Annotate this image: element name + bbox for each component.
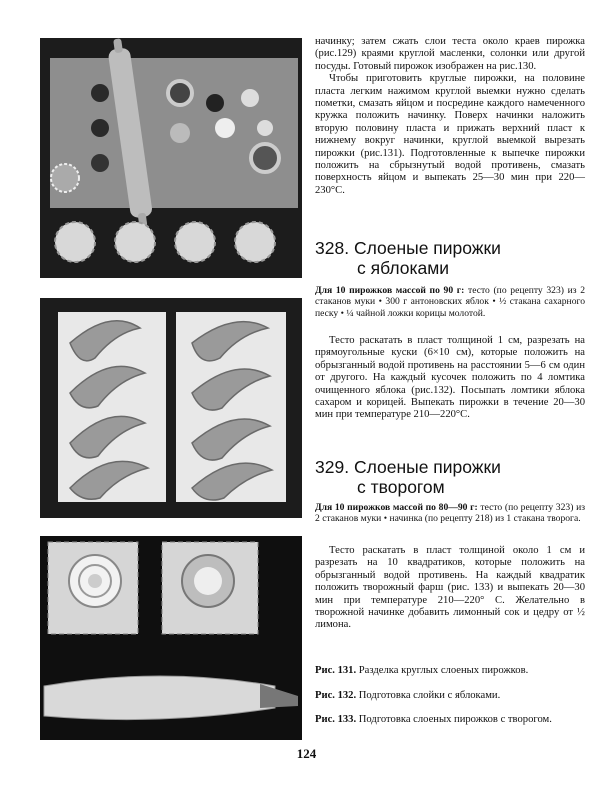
- recipe-329-yield: Для 10 пирожков массой по 80—90 г:: [315, 502, 478, 513]
- recipe-329-title-line2: с творогом: [357, 477, 445, 497]
- intro-text: [315, 36, 585, 197]
- recipe-329-ingredient-list: тесто (по рецепту 323) из 2 стаканов муки • начинка (по рецепту 218) из 1 стакана творога.: [315, 502, 586, 525]
- figure-caption: [315, 714, 585, 726]
- figure-caption: [315, 665, 585, 677]
- recipe-328-method: Тесто раскатать в пласт толщиной 1 см, разрезать на прямоугольные куски (6×10 см), которые положить на обрызганный водой противень на расстоянии 5—6 см один от другого. На каждый кусочек положить по 4 ломтика очищенного яблока (рис.132). Посыпать ломтики яблока сахаром и корицей. Выпекать пирожки в течение 20—30 мин при температуре 210—220°С.: [315, 335, 585, 421]
- recipe-328-method-block: [315, 335, 585, 422]
- paragraph-continuation: начинку; затем сжать слои теста около краев пирожка (рис.129) краями круглой масленки, солонки или другой посуды. Готовый пирожок изображен на рис.130.: [315, 36, 585, 72]
- recipe-328-title-line1: Слоеные пирожки: [353, 238, 501, 258]
- recipe-328-yield: Для 10 пирожков массой по 90 г:: [315, 285, 465, 296]
- recipe-329-method-block: [315, 545, 585, 632]
- caption-label: Рис. 132.: [315, 690, 357, 701]
- recipe-328-title-line2: с яблоками: [357, 258, 450, 278]
- caption-label: Рис. 131.: [315, 665, 357, 676]
- recipe-328-title: [315, 238, 585, 278]
- recipe-329-title: [315, 457, 585, 497]
- photo-apple-slices: [40, 298, 302, 518]
- recipe-328-ingredient-list: тесто (по рецепту 323) из 2 стаканов муки • 300 г антоновских яблок • ½ стакана сахарного песку • ¼ чайной ложки корицы молотой.: [315, 285, 585, 319]
- recipe-329-title-line1: Слоеные пирожки: [353, 457, 501, 477]
- caption-text: Подготовка слоеных пирожков с творогом.: [358, 714, 552, 725]
- recipe-329-number: 329.: [315, 457, 350, 477]
- photo-round-pastries: [40, 38, 302, 278]
- recipe-329-method: Тесто раскатать в пласт толщиной около 1 см и разрезать на 10 квадратиков, которые положить на обрызганный водой противень. На каждый квадратик положить творожный фарш (рис. 133) и выпекать 20—30 мин при температуре 210—220° С. Желательно в творожной начинке добавить лимонный сок и цедру от ½ лимона.: [315, 545, 585, 631]
- page-number: 124: [296, 746, 317, 761]
- figure-caption: [315, 690, 585, 702]
- paragraph-round-pastries: Чтобы приготовить круглые пирожки, на половине пласта легким нажимом круглой выемки нужно сделать пометки, смазать яйцом и посредине каждого намеченного кружка положить начинку. Поверх начинки наложить вторую половину пласта и прижать верхний пласт к нижнему вокруг начинки, круглой выемкой вырезать пирожки (рис.131). Подготовленные к выпечке пирожки положить на сбрызнутый водой противень, смазать поверхность яйцом и выпекать 25—30 мин при 220—230°С.: [315, 73, 585, 196]
- caption-label: Рис. 133.: [315, 714, 357, 725]
- recipe-328-number: 328.: [315, 238, 350, 258]
- recipe-329-ingredients: [315, 502, 585, 525]
- caption-text: Подготовка слойки с яблоками.: [358, 690, 501, 701]
- photo-curd-pastries: [40, 536, 302, 740]
- caption-text: Разделка круглых слоеных пирожков.: [358, 665, 529, 676]
- recipe-328-ingredients: [315, 285, 585, 319]
